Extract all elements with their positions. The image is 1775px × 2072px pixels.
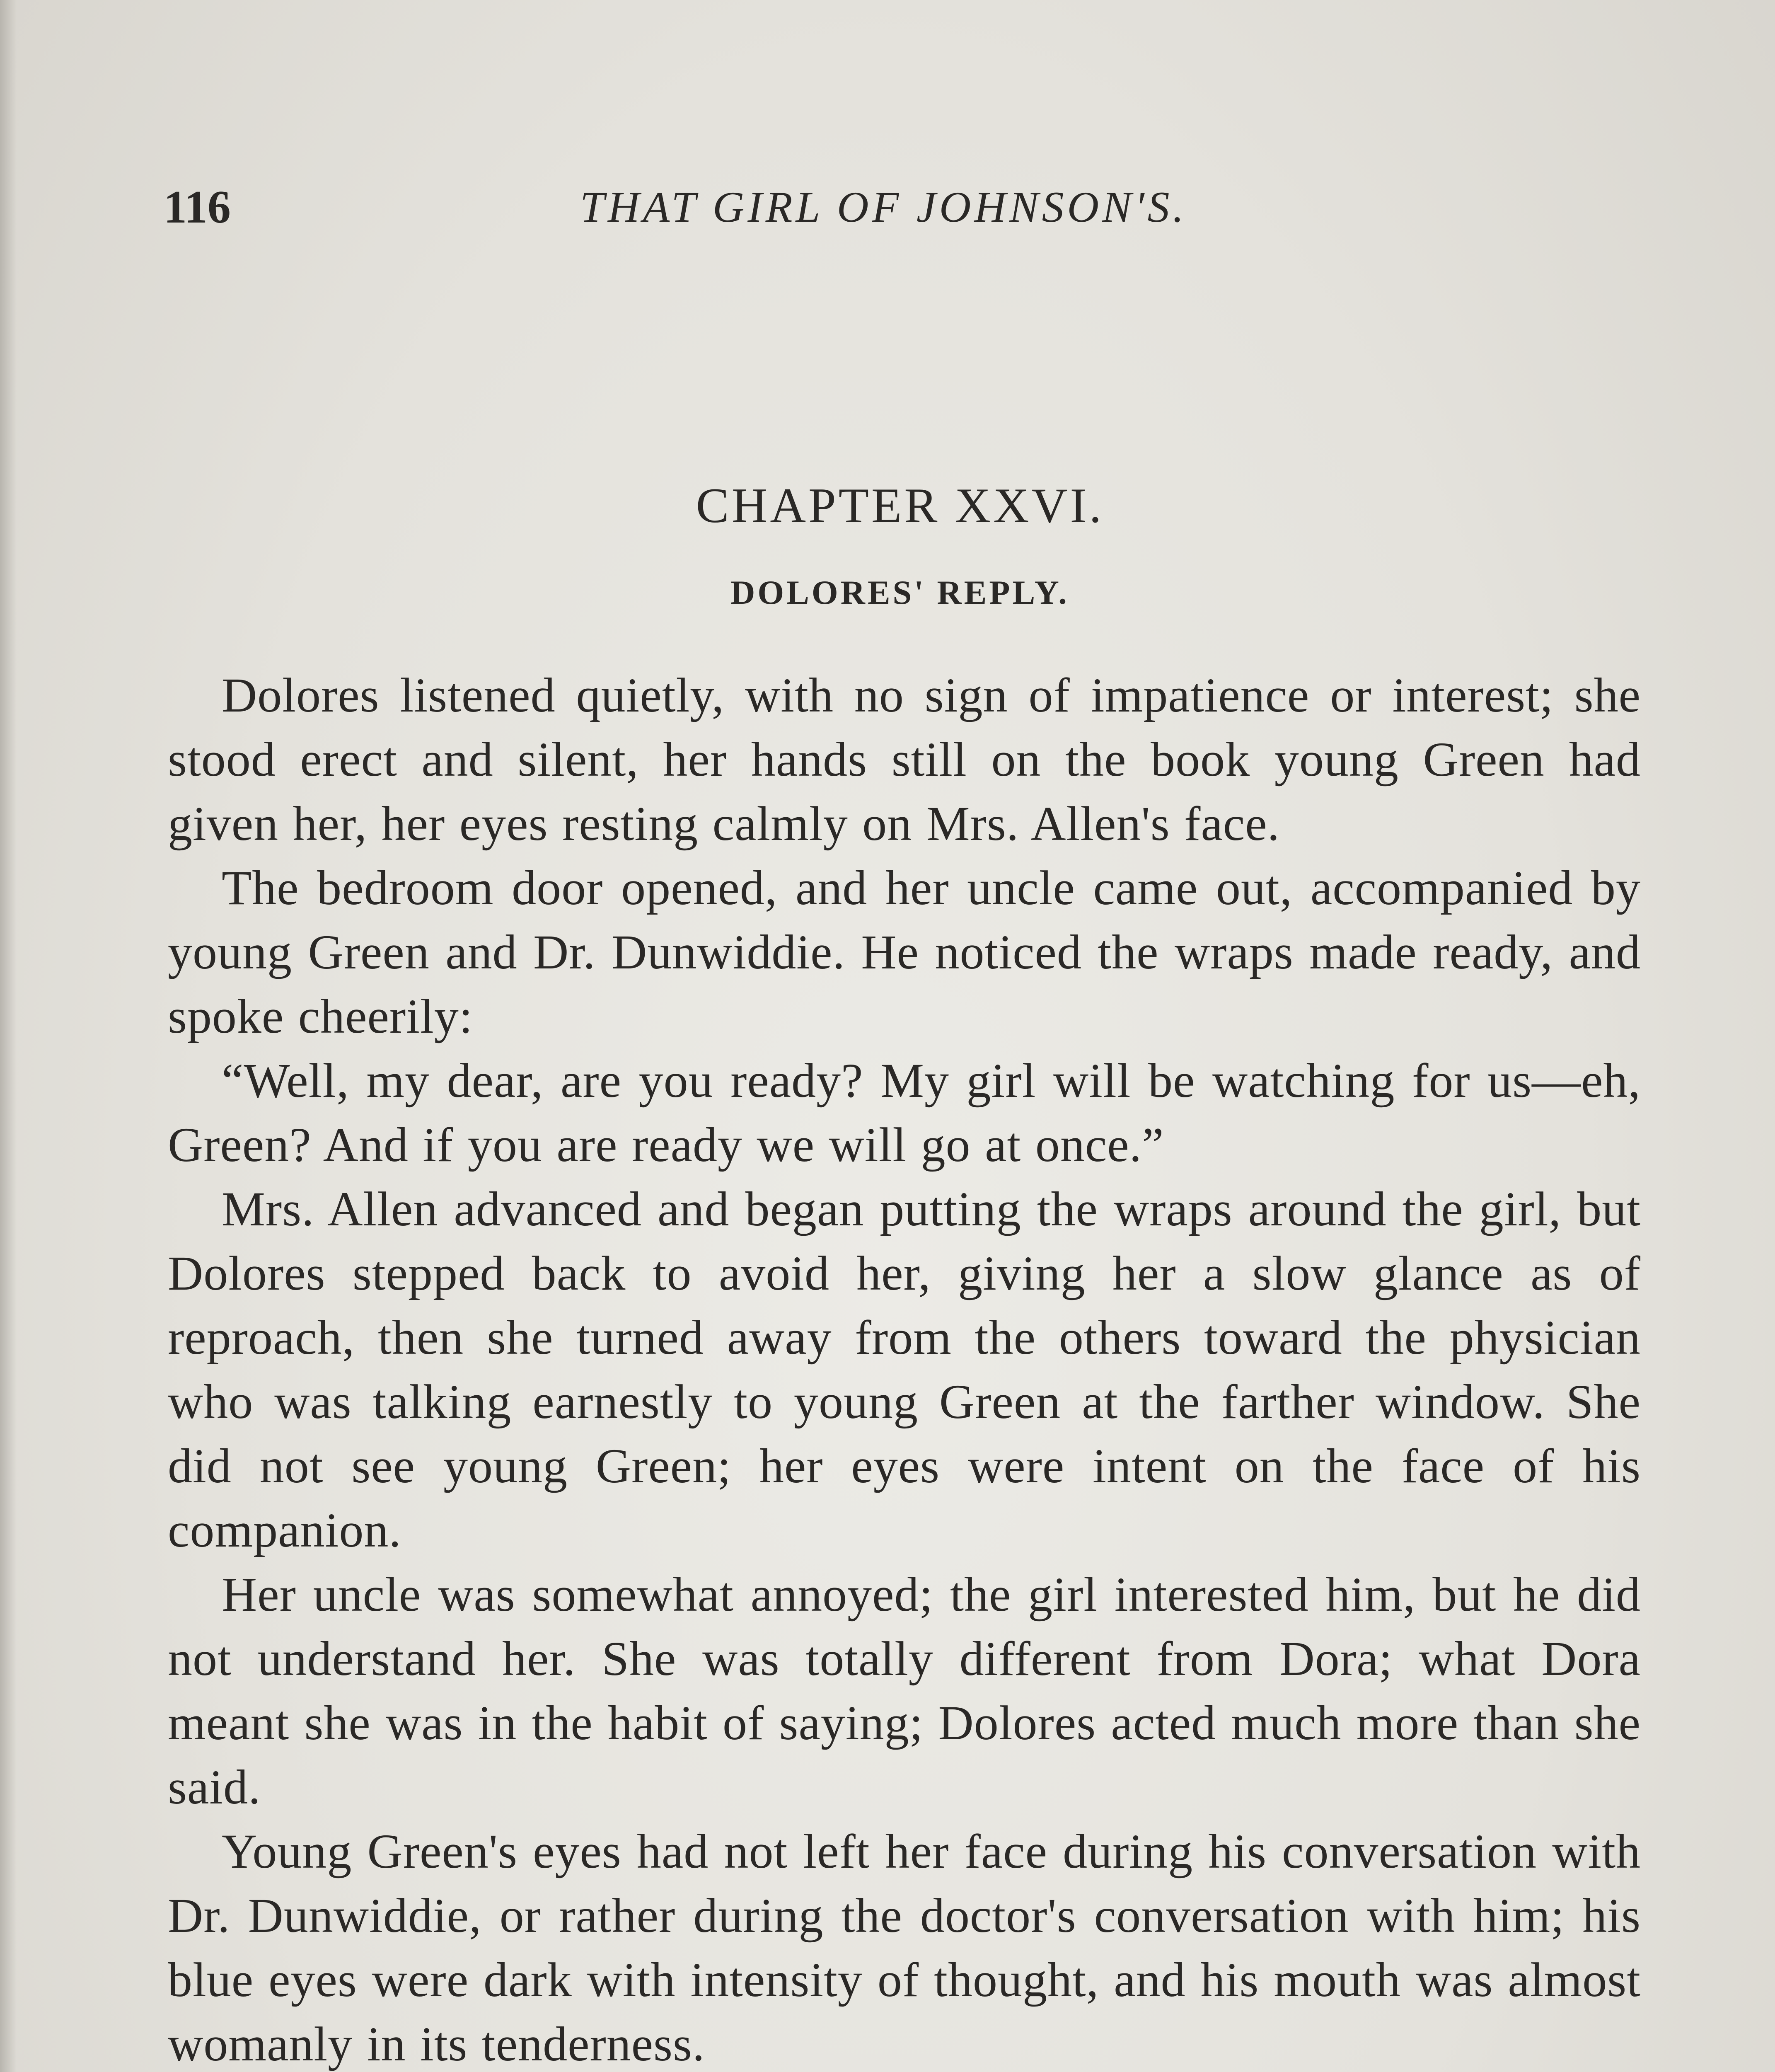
paragraph: Dolores listened quietly, with no sign of impatience or interest; she stood erect and silent, her hands still on the book young Green had given her, her eyes resting calmly on Mrs. Allen's face. <box>168 668 1641 851</box>
chapter-subtitle: DOLORES' REPLY. <box>730 574 1069 611</box>
paragraph: The bedroom door opened, and her uncle came out, accompanied by young Green and Dr. Dunwiddie. He noticed the wraps made ready, and spoke cheerily: <box>168 861 1641 1043</box>
running-head <box>164 174 1257 240</box>
chapter-title: CHAPTER XXVI. <box>696 478 1104 533</box>
paragraph: Young Green's eyes had not left her face during his conversation with Dr. Dunwiddie, or rather during the doctor's conversation with him; his blue eyes were dark with intensity of thought, and his mouth was almost womanly in its tenderness. <box>168 1824 1641 2071</box>
paragraph: “Well, my dear, are you ready? My girl will be watching for us—eh, Green? And if you are ready we will go at once.” <box>168 1053 1641 1172</box>
page-shadow-left <box>0 0 17 2072</box>
body-text <box>168 663 1641 2072</box>
paragraph: Her uncle was somewhat annoyed; the girl interested him, but he did not understand her. She was totally different from Dora; what Dora meant she was in the habit of saying; Dolores acted much more than she said. <box>168 1567 1641 1814</box>
running-title: THAT GIRL OF JOHNSON'S. <box>580 183 1187 231</box>
paragraph: Mrs. Allen advanced and began putting the wraps around the girl, but Dolores stepped back to avoid her, giving her a slow glance as of reproach, then she turned away from the others toward the physician who was talking earnestly to young Green at the farther window. She did not see young Green; her eyes were intent on the face of his companion. <box>168 1182 1641 1557</box>
page-number: 116 <box>164 182 231 233</box>
